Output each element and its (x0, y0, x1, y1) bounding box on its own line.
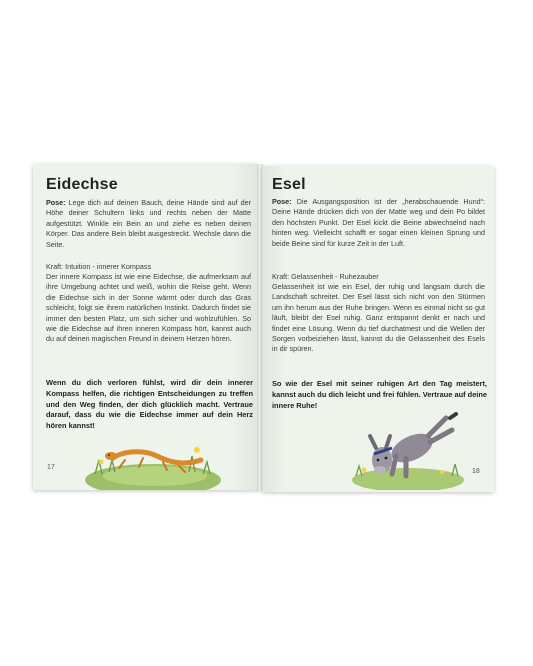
page-number-right: 18 (472, 468, 480, 475)
pose-text: Die Ausgangsposition ist der „herabschauende Hund“: Deine Hände drücken dich von der Matte weg und dein Po bildet den höchsten Punkt. Der Esel kickt die Beine abwechselnd nach hinten weg. Vielleicht schafft er sogar einen kleinen Sprung und beide Beine sind für kurze Zeit in der Luft. (272, 197, 485, 248)
kraft-paragraph-left: Der innere Kompass ist wie eine Eidechse, die aufmerksam auf ihre Umgebung achtet und weiß, wohin die Reise geht. Wenn die Eidechse sich in der Sonne wärmt oder durch das Gras schleicht, folgt sie ihrem natürlichen Instinkt. Dadurch findet sie immer den besten Platz, um sich sicher und wohlzufühlen. So wie die Eidechse auf ihren inneren Kompass hört, kannst auch du auf deinen magischen Freund in deinem Herzen hören. (46, 272, 251, 344)
kraft-heading-left: Kraft: Intuition - innerer Kompass (46, 262, 152, 271)
pose-paragraph-left (46, 198, 251, 250)
page-title-eidechse: Eidechse (46, 176, 118, 193)
kraft-heading-right: Kraft: Gelassenheit - Ruhezauber (272, 272, 379, 281)
pose-label: Pose: (46, 198, 66, 207)
open-booklet (33, 164, 495, 494)
donkey-illustration (350, 406, 470, 490)
closing-quote-right: So wie der Esel mit seiner ruhigen Art den Tag meistert, kannst auch du dich leicht und frei fühlen. Vertraue auf deine innere Ruhe! (272, 379, 487, 410)
pose-label: Pose: (272, 197, 292, 206)
pose-paragraph-right (272, 197, 485, 249)
closing-quote-left: Wenn du dich verloren fühlst, wird dir dein innerer Kompass helfen, die richtigen Entscheidungen zu treffen und den Weg finden, der dich glücklich macht. Vertraue darauf, dass du wie die Eidechse immer auf dein Herz hören kannst! (46, 378, 253, 431)
page-number-left: 17 (47, 464, 55, 471)
page-title-esel: Esel (272, 176, 306, 193)
lizard-illustration (85, 436, 225, 490)
kraft-paragraph-right: Gelassenheit ist wie ein Esel, der ruhig und langsam durch die Landschaft schreitet. Der Esel lässt sich nicht von den Stürmen um ihn herum aus der Ruhe bringen. Wenn es einmal nicht so gut läuft, bleibt der Esel ruhig. Ganz entspannt denkt er nach und findet eine Lösung. Wenn du tief durchatmest und die Wellen der Sorgen vorbeiziehen lässt, kannst du die Gelassenheit des Esels in dir spüren. (272, 282, 485, 354)
right-page (262, 166, 494, 492)
pose-text: Lege dich auf deinen Bauch, deine Hände sind auf der Höhe deiner Schultern links und rechts neben der Matte aufgestützt. Winkle ein Bein an und ziehe es neben deinen Körper. Das andere Bein bleibt ausgestreckt. Wechsle dann die Seite. (46, 198, 251, 249)
left-page (33, 164, 259, 490)
